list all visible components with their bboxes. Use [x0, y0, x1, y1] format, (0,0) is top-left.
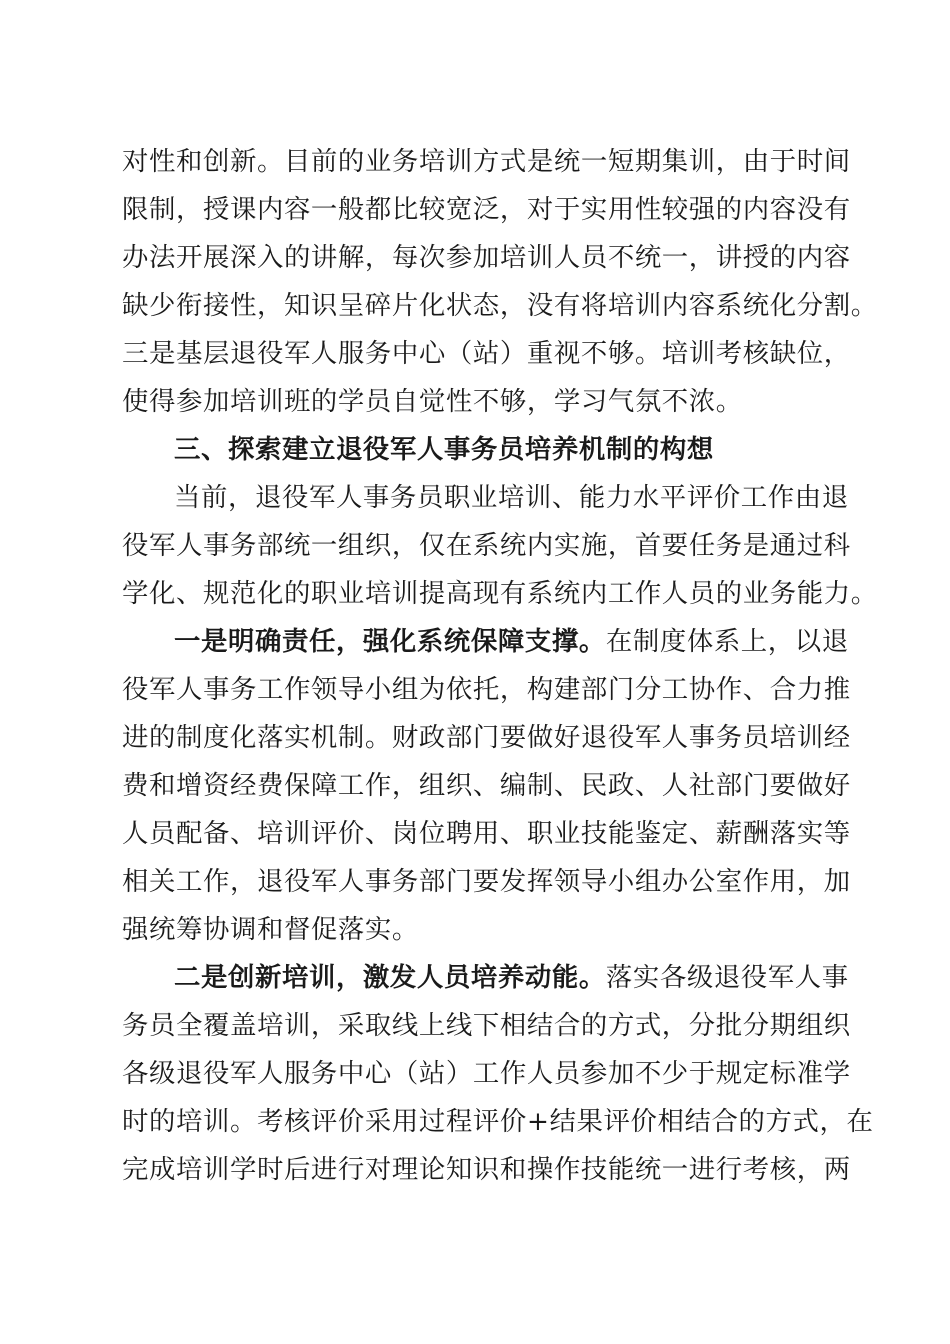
paragraph-4-lead-rest: 落实各级退役军人事: [605, 962, 849, 993]
paragraph-1-line-4: 缺少衔接性，知识呈碎片化状态，没有将培训内容系统化分割。: [122, 290, 878, 321]
section-heading: 三、探索建立退役军人事务员培养机制的构想: [174, 434, 714, 465]
paragraph-1-line-6: 使得参加培训班的学员自觉性不够，学习气氛不浓。: [122, 386, 743, 417]
paragraph-1-line-2: 限制，授课内容一般都比较宽泛，对于实用性较强的内容没有: [122, 194, 851, 225]
paragraph-3-lead-rest: 在制度体系上，以退: [605, 626, 849, 657]
paragraph-4-line-2: 务员全覆盖培训，采取线上线下相结合的方式，分批分期组织: [122, 1010, 851, 1041]
paragraph-2-line-2: 役军人事务部统一组织，仅在系统内实施，首要任务是通过科: [122, 530, 851, 561]
paragraph-1-line-5: 三是基层退役军人服务中心（站）重视不够。培训考核缺位，: [122, 338, 851, 369]
paragraph-3-line-4: 费和增资经费保障工作，组织、编制、民政、人社部门要做好: [122, 770, 851, 801]
paragraph-2-line-3: 学化、规范化的职业培训提高现有系统内工作人员的业务能力。: [122, 578, 878, 609]
paragraph-3-line-6: 相关工作，退役军人事务部门要发挥领导小组办公室作用，加: [122, 866, 851, 897]
paragraph-3-line-3: 进的制度化落实机制。财政部门要做好退役军人事务员培训经: [122, 722, 851, 753]
paragraph-4-line-3: 各级退役军人服务中心（站）工作人员参加不少于规定标准学: [122, 1058, 851, 1089]
paragraph-3-line-1: [174, 622, 849, 662]
paragraph-1-line-3: 办法开展深入的讲解，每次参加培训人员不统一，讲授的内容: [122, 242, 851, 273]
paragraph-3-line-7: 强统筹协调和督促落实。: [122, 914, 419, 945]
paragraph-4-line-4: 时的培训。考核评价采用过程评价+结果评价相结合的方式，在: [122, 1106, 874, 1137]
paragraph-4-lead: 二是创新培训，激发人员培养动能。: [174, 962, 606, 993]
paragraph-2-line-1: 当前，退役军人事务员职业培训、能力水平评价工作由退: [174, 482, 849, 513]
paragraph-3-lead: 一是明确责任，强化系统保障支撑。: [174, 626, 606, 657]
paragraph-3-line-2: 役军人事务工作领导小组为依托，构建部门分工协作、合力推: [122, 674, 851, 705]
paragraph-3-line-5: 人员配备、培训评价、岗位聘用、职业技能鉴定、薪酬落实等: [122, 818, 851, 849]
paragraph-4-line-1: [174, 958, 849, 998]
paragraph-1-line-1: 对性和创新。目前的业务培训方式是统一短期集训，由于时间: [122, 146, 851, 177]
paragraph-4-line-5: 完成培训学时后进行对理论知识和操作技能统一进行考核，两: [122, 1154, 851, 1185]
